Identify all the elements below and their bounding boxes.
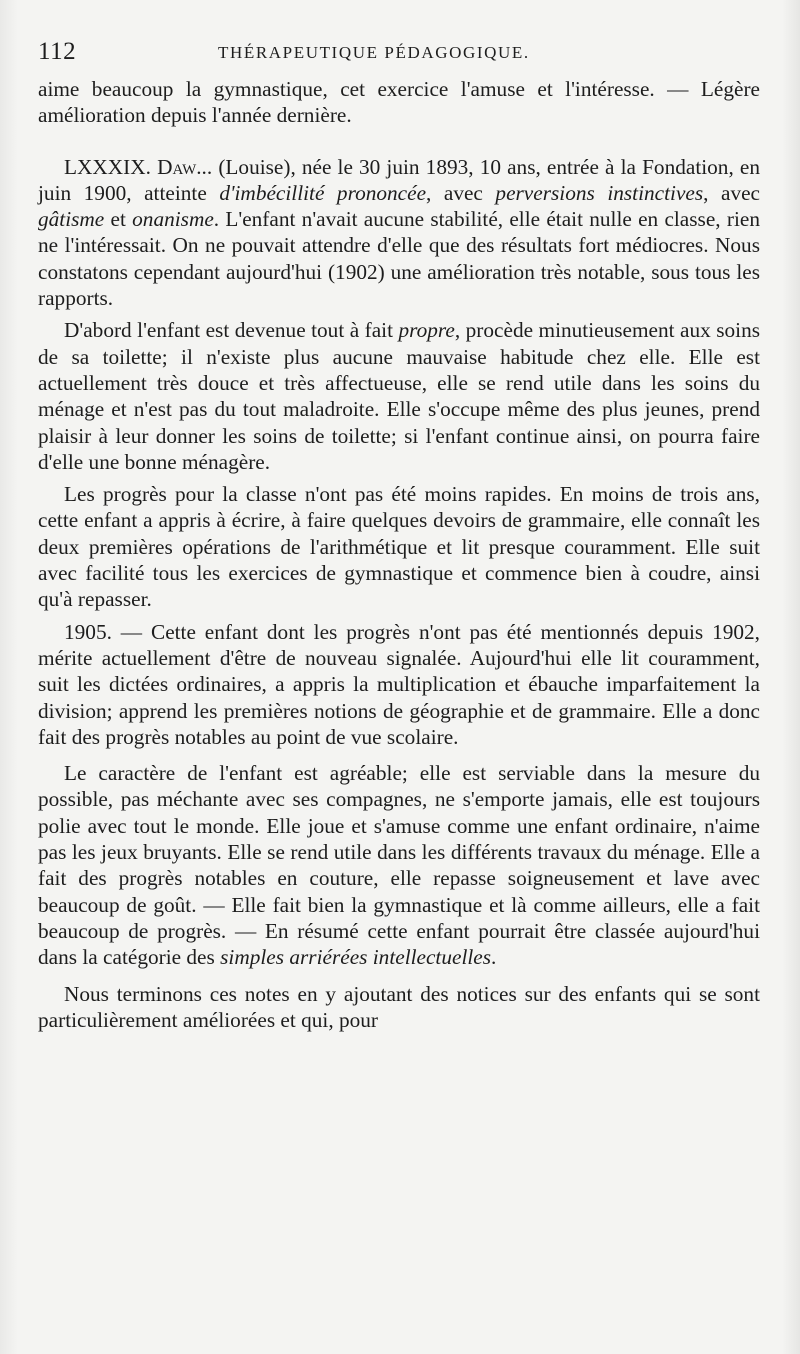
diagnosis-onanisme: onanisme (132, 207, 214, 232)
case-lxxxix-intro (38, 154, 760, 312)
running-title: THÉRAPEUTIQUE PÉDAGOGIQUE. (218, 43, 530, 62)
case-text: . L'enfant n'avait aucune stabilité, elle était nulle en classe, rien ne l'intéressait. On ne pouvait attendre d'elle que des résultats fort médiocres. Nous constatons cependant aujourd'hui (1902) une amélioration très notable, sous tous les rapports. (38, 207, 760, 311)
paragraph-text: . (491, 945, 497, 970)
case-text: et (104, 207, 133, 232)
body-text (38, 76, 760, 1033)
paragraph-text: Nous terminons ces notes en y ajoutant des notices sur des enfants qui se sont particulièrement améliorées et qui, pour (38, 981, 760, 1032)
paragraph-closing (38, 981, 760, 1034)
case-text: ... (Louise), née le 30 juin 1893, 10 ans, entrée à la Fondation, en juin 1900, atteinte (38, 154, 760, 205)
case-number: LXXXIX. (64, 154, 158, 179)
paragraph-school-progress (38, 481, 760, 612)
diagnosis-imbecility: d'imbécillité prononcée (219, 180, 427, 205)
page-number: 112 (38, 38, 77, 65)
paragraph-text: Les progrès pour la classe n'ont pas été moins rapides. En moins de trois ans, cette enfant a appris à écrire, à faire quelques devoirs de grammaire, elle connaît les deux premières opérations de l'arithmétique et lit presque couramment. Elle suit avec facilité tous les exercices de gymnastique et commence bien à coudre, ainsi qu'à repasser. (38, 482, 760, 612)
diagnosis-perversions: perversions instinctives (495, 180, 704, 205)
case-text: , avec (703, 180, 760, 205)
paragraph-text: Le caractère de l'enfant est agréable; elle est serviable dans la mesure du possible, pas méchante avec ses compagnes, ne s'emporte jamais, elle est toujours polie avec tout le monde. Elle joue et s'amuse comme une enfant ordinaire, n'aime pas les jeux bruyants. Elle se rend utile dans les différents travaux du ménage. Elle a fait des progrès notables en couture, elle repasse soigneusement et lave avec beaucoup de goût. — Elle fait bien la gymnastique et là comme ailleurs, elle a fait beaucoup de progrès. — En résumé cette enfant pourrait être classée aujourd'hui dans la catégorie des (38, 761, 760, 970)
paragraph-hygiene (38, 317, 760, 475)
paragraph-text: , procède minutieusement aux soins de sa toilette; il n'existe plus aucune mauvaise habitude chez elle. Elle est actuellement très douce et très affectueuse, elle se rend utile dans les soins du ménage et n'est pas du tout maladroite. Elle s'occupe même des plus jeunes, prend plaisir à leur donner les soins de toilette; si l'enfant continue ainsi, on pourra faire d'elle une bonne ménagère. (38, 318, 761, 474)
patient-name: Daw (157, 154, 197, 179)
paragraph-text: 1905. — Cette enfant dont les progrès n'ont pas été mentionnés depuis 1902, mérite actuellement d'être de nouveau signalée. Aujourd'hui elle lit couramment, suit les dictées ordinaires, a appris la multiplication et ébauche imparfaitement la division; apprend les premières notions de géographie et de grammaire. Elle a donc fait des progrès notables au point de vue scolaire. (38, 619, 760, 749)
case-text: , avec (426, 180, 496, 205)
paragraph-text: aime beaucoup la gymnastique, cet exercice l'amuse et l'intéresse. — Légère amélioration depuis l'année dernière. (38, 77, 760, 128)
emphasis-propre: propre (398, 318, 455, 343)
page-header (38, 38, 758, 68)
paragraph-text: D'abord l'enfant est devenue tout à fait (64, 318, 399, 343)
paragraph-character (38, 760, 760, 970)
emphasis-classification: simples arriérées intellectuelles (220, 945, 492, 970)
diagnosis-gatisme: gâtisme (38, 207, 105, 232)
paragraph-continuation (38, 76, 760, 129)
paragraph-1905-update (38, 619, 760, 750)
